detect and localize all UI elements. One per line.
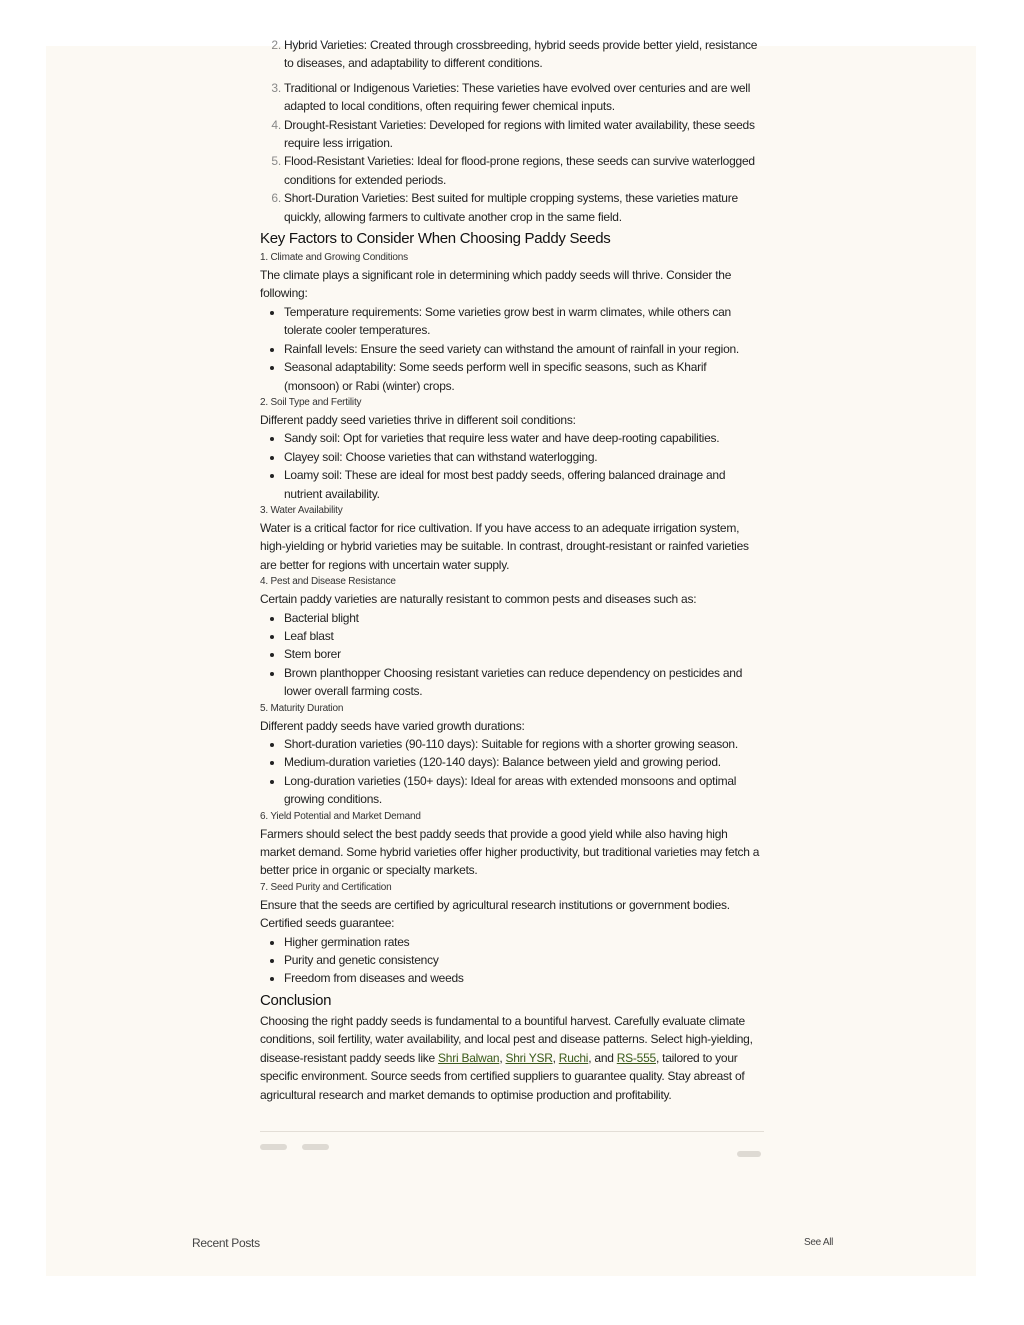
list-item: • Sandy soil: Opt for varieties that require less water and have deep-rooting capabilities. — [284, 429, 764, 447]
seed-varieties-list — [260, 36, 764, 226]
conclusion-text — [260, 1012, 764, 1104]
purity-intro: Ensure that the seeds are certified by agricultural research institutions or government bodies. Certified seeds guarantee: — [260, 897, 730, 931]
list-item: • Bacterial blight — [284, 609, 764, 627]
list-item: • Long-duration varieties (150+ days): Ideal for areas with extended monsoons and optimal growing conditions. — [284, 772, 764, 809]
list-item: • Stem borer — [284, 645, 764, 663]
list-item: • Rainfall levels: Ensure the seed variety can withstand the amount of rainfall in your region. — [284, 340, 764, 358]
link-shri-ysr[interactable]: Shri YSR — [505, 1050, 553, 1065]
recent-posts-label: Recent Posts — [192, 1236, 260, 1250]
pest-list — [260, 609, 764, 701]
list-item: 5. Flood-Resistant Varieties: Ideal for flood-prone regions, these seeds can survive waterlogged conditions for extended periods. — [284, 152, 764, 189]
list-item: 2. Hybrid Varieties: Created through crossbreeding, hybrid seeds provide better yield, resistance to diseases, and adaptability to different conditions. — [284, 36, 764, 73]
link-rs-555[interactable]: RS-555 — [616, 1050, 656, 1065]
climate-intro: The climate plays a significant role in determining which paddy seeds will thrive. Consider the following: — [260, 268, 732, 301]
list-item: • Seasonal adaptability: Some seeds perform well in specific seasons, such as Kharif (monsoon) or Rabi (winter) crops. — [284, 358, 764, 395]
yield-text: Farmers should select the best paddy seeds that provide a good yield while also having high market demand. Some hybrid varieties offer higher productivity, but traditional varieties may fetch a better price in organic or specialty markets. — [260, 826, 760, 878]
share-button-placeholder[interactable] — [260, 1144, 287, 1150]
list-item: • Leaf blast — [284, 627, 764, 645]
like-button-placeholder[interactable] — [737, 1151, 761, 1157]
maturity-intro: Different paddy seeds have varied growth durations: — [260, 718, 525, 733]
list-item: • Clayey soil: Choose varieties that can withstand waterlogging. — [284, 448, 764, 466]
divider — [260, 1131, 764, 1132]
list-item: 4. Drought-Resistant Varieties: Developed for regions with limited water availability, these seeds require less irrigation. — [284, 116, 764, 153]
link-shri-balwan[interactable]: Shri Balwan — [438, 1050, 500, 1065]
conclusion-heading: Conclusion — [260, 991, 332, 1009]
list-item: • Freedom from diseases and weeds — [284, 969, 764, 987]
list-item: • Short-duration varieties (90-110 days): Suitable for regions with a shorter growing season. — [284, 735, 764, 753]
separator: , — [552, 1050, 559, 1065]
pest-heading: 4. Pest and Disease Resistance — [260, 576, 396, 588]
list-item: • Temperature requirements: Some varieties grow best in warm climates, while others can tolerate cooler temperatures. — [284, 303, 764, 340]
purity-list — [260, 933, 764, 988]
yield-heading: 6. Yield Potential and Market Demand — [260, 810, 421, 822]
conclusion-text-end: , tailored to your specific environment. Source seeds from certified suppliers to guarantee quality. Stay abreast of agricultural research and market demands to optimise production and profitability. — [260, 1050, 745, 1102]
soil-list — [260, 429, 764, 503]
see-all-link[interactable]: See All — [804, 1237, 834, 1248]
list-item: • Medium-duration varieties (120-140 days): Balance between yield and growing period. — [284, 753, 764, 771]
maturity-heading: 5. Maturity Duration — [260, 702, 344, 714]
key-factors-heading: Key Factors to Consider When Choosing Paddy Seeds — [260, 230, 611, 248]
pest-intro: Certain paddy varieties are naturally resistant to common pests and diseases such as: — [260, 592, 697, 607]
list-item: • Higher germination rates — [284, 933, 764, 951]
list-item: 3. Traditional or Indigenous Varieties: These varieties have evolved over centuries and are well adapted to local conditions, often requiring fewer chemical inputs. — [284, 79, 764, 116]
list-item: • Loamy soil: These are ideal for most best paddy seeds, offering balanced drainage and nutrient availability. — [284, 466, 764, 503]
list-item: • Brown planthopper Choosing resistant varieties can reduce dependency on pesticides and lower overall farming costs. — [284, 664, 764, 701]
share-button-placeholder[interactable] — [302, 1144, 329, 1150]
water-heading: 3. Water Availability — [260, 504, 343, 516]
article-body — [260, 36, 764, 1104]
maturity-list — [260, 735, 764, 809]
separator: , and — [588, 1050, 617, 1065]
soil-intro: Different paddy seed varieties thrive in different soil conditions: — [260, 412, 576, 427]
separator: , — [499, 1050, 506, 1065]
list-item: 6. Short-Duration Varieties: Best suited for multiple cropping systems, these varieties mature quickly, allowing farmers to cultivate another crop in the same field. — [284, 189, 764, 226]
climate-list — [260, 303, 764, 395]
soil-heading: 2. Soil Type and Fertility — [260, 396, 362, 408]
list-item: • Purity and genetic consistency — [284, 951, 764, 969]
water-text: Water is a critical factor for rice cultivation. If you have access to an adequate irrigation system, high-yielding or hybrid varieties may be suitable. In contrast, drought-resistant or rainfed varieties are better for regions with uncertain water supply. — [260, 520, 749, 572]
climate-heading: 1. Climate and Growing Conditions — [260, 252, 408, 264]
link-ruchi[interactable]: Ruchi — [558, 1050, 589, 1065]
purity-heading: 7. Seed Purity and Certification — [260, 881, 392, 893]
conclusion-text-start: Choosing the right paddy seeds is fundamental to a bountiful harvest. Carefully evaluate climate conditions, soil fertility, water availability, and local pest and disease patterns. Select high-yielding, disease-resistant paddy seeds like — [260, 1013, 753, 1065]
